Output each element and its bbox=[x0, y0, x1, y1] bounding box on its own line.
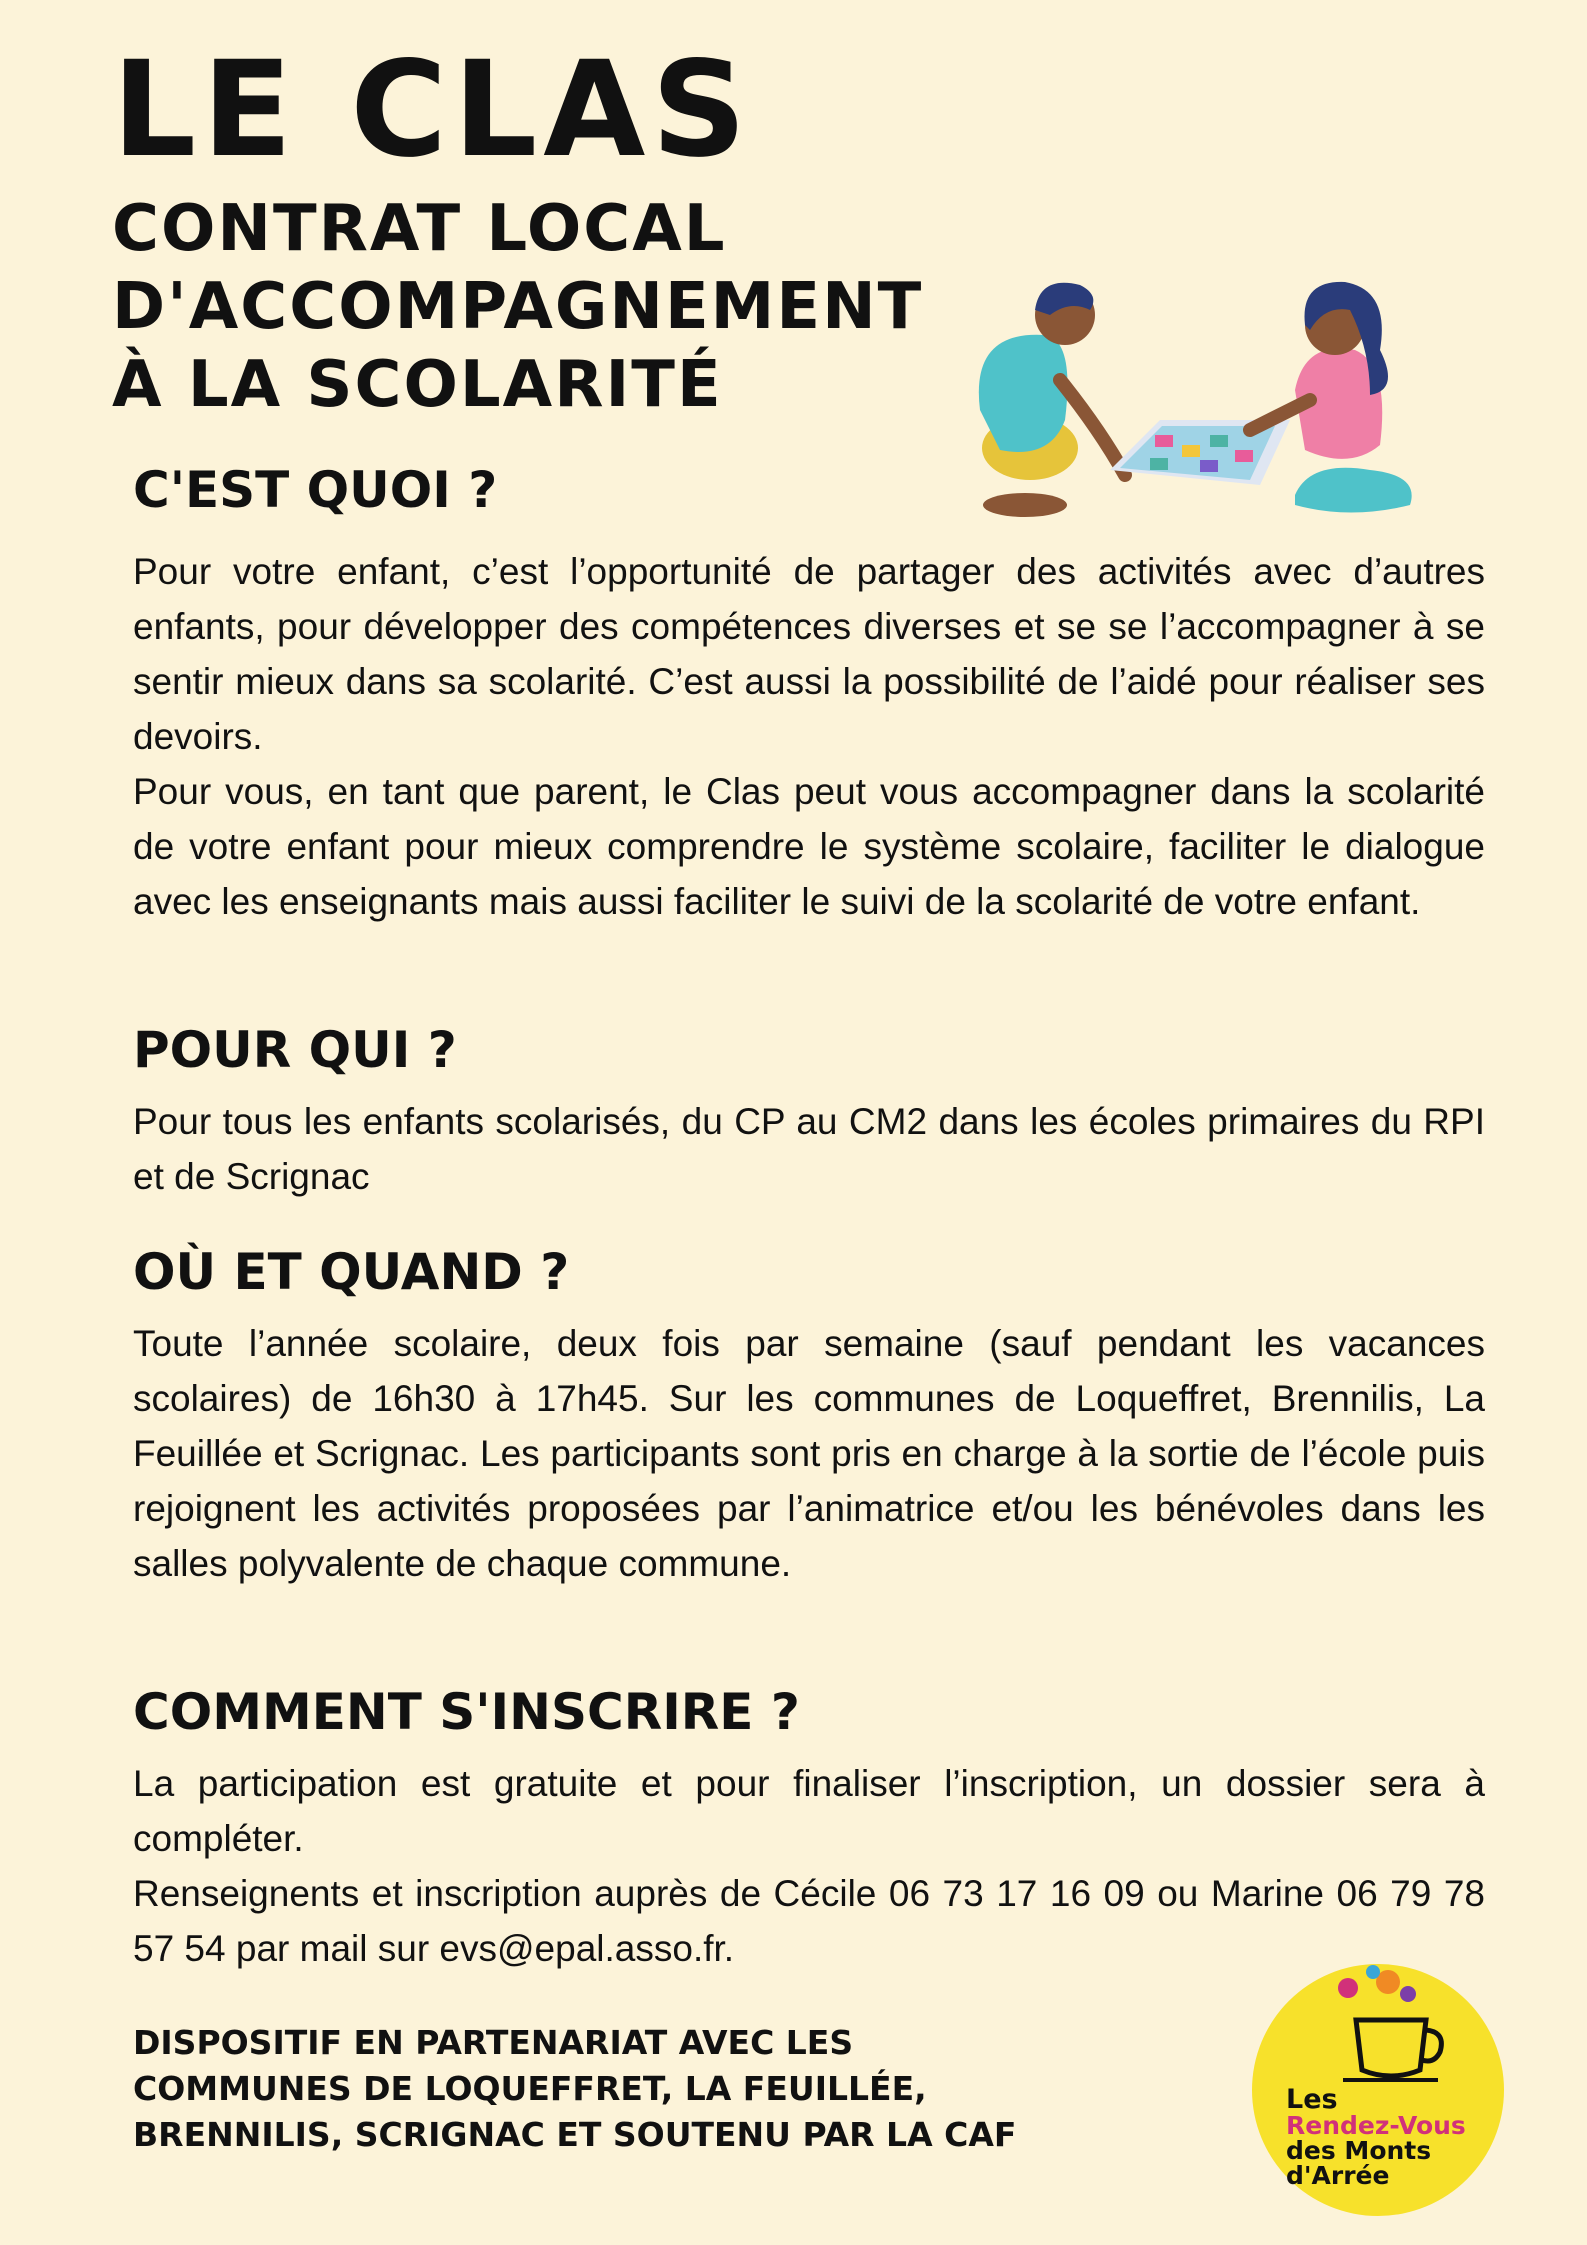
section-heading-what: C'EST QUOI ? bbox=[133, 461, 498, 519]
paragraph: Pour tous les enfants scolarisés, du CP au CM2 dans les écoles primaires du RPI et de Scrignac bbox=[133, 1101, 1485, 1197]
section-body-what bbox=[133, 544, 1485, 929]
subtitle-line-2: À LA SCOLARITÉ bbox=[112, 348, 723, 422]
partnership-line-1: DISPOSITIF EN PARTENARIAT AVEC LES bbox=[133, 2023, 854, 2062]
logo-text-line-1: Les bbox=[1286, 2084, 1338, 2115]
section-body-who bbox=[133, 1094, 1485, 1204]
paragraph: Renseignents et inscription auprès de Cécile 06 73 17 16 09 ou Marine 06 79 78 57 54 par mail sur evs@epal.asso.fr. bbox=[133, 1873, 1485, 1969]
section-heading-where-when: OÙ ET QUAND ? bbox=[133, 1243, 570, 1301]
partnership-line-2: COMMUNES DE LOQUEFFRET, LA FEUILLÉE, bbox=[133, 2069, 927, 2108]
logo-text-line-4: d'Arrée bbox=[1286, 2161, 1390, 2190]
paragraph: Toute l’année scolaire, deux fois par semaine (sauf pendant les vacances scolaires) de 16h30 à 17h45. Sur les communes de Loqueffret, Brennilis, La Feuillée et Scrignac. Les participants sont pris en charge à la sortie de l’école puis rejoignent les activités proposées par l’animatrice et/ou les bénévoles dans les salles polyvalente de chaque commune. bbox=[133, 1323, 1485, 1584]
girl-figure bbox=[1250, 282, 1412, 513]
boy-figure bbox=[979, 283, 1125, 517]
section-body-where-when bbox=[133, 1316, 1485, 1591]
page-title: LE CLAS bbox=[112, 33, 753, 187]
logo-text-line-3: des Monts bbox=[1286, 2136, 1432, 2165]
partnership-note bbox=[133, 2020, 1083, 2158]
paragraph: La participation est gratuite et pour finaliser l’inscription, un dossier sera à compléter. bbox=[133, 1763, 1485, 1859]
partnership-line-3: BRENNILIS, SCRIGNAC ET SOUTENU PAR LA CAF bbox=[133, 2115, 1017, 2154]
children-board-game-illustration bbox=[950, 270, 1450, 540]
section-body-how-to-register bbox=[133, 1756, 1485, 1976]
section-heading-how-to-register: COMMENT S'INSCRIRE ? bbox=[133, 1683, 800, 1741]
paragraph: Pour vous, en tant que parent, le Clas peut vous accompagner dans la scolarité de votre enfant pour mieux comprendre le système scolaire, faciliter le dialogue avec les enseignants mais aussi faciliter le suivi de la scolarité de votre enfant. bbox=[133, 771, 1485, 922]
rendez-vous-monts-arree-logo bbox=[1248, 1960, 1508, 2220]
subtitle-line-1: CONTRAT LOCAL D'ACCOMPAGNEMENT bbox=[112, 192, 924, 344]
section-heading-who: POUR QUI ? bbox=[133, 1021, 457, 1079]
logo-text-line-2: Rendez-Vous bbox=[1286, 2111, 1466, 2140]
paragraph: Pour votre enfant, c’est l’opportunité de partager des activités avec d’autres enfants, pour développer des compétences diverses et se se l’accompagner à se sentir mieux dans sa scolarité. C’est aussi la possibilité de l’aidé pour réaliser ses devoirs. bbox=[133, 551, 1485, 757]
